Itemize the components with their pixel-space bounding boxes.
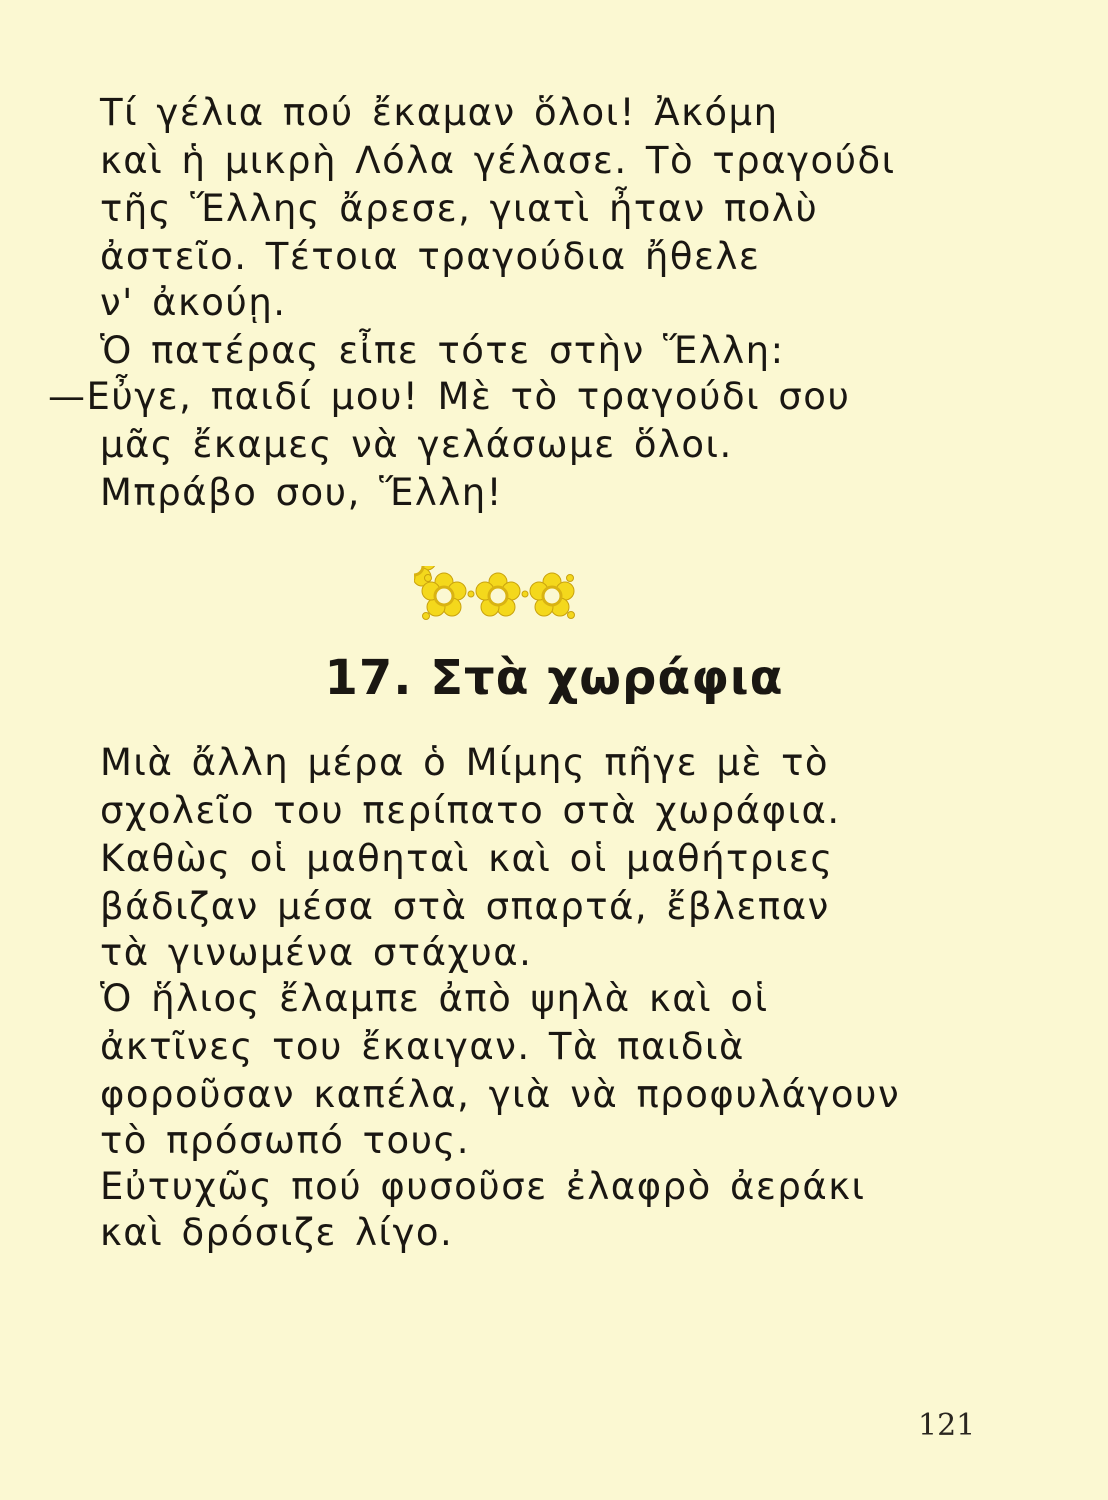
text-line: Μπράβο σου, Ἕλλη! (100, 471, 504, 514)
text-line: σχολεῖο του περίπατο στὰ χωράφια. (100, 789, 841, 832)
page-number: 121 (918, 1408, 976, 1443)
text-line: καὶ δρόσιζε λίγο. (100, 1211, 454, 1254)
text-line: τὰ γινωμένα στάχυα. (100, 931, 533, 974)
text-line: Εὐτυχῶς πού φυσοῦσε ἐλαφρὸ ἀεράκι (100, 1165, 866, 1208)
text-line: ἀκτῖνες του ἔκαιγαν. Τὰ παιδιὰ (100, 1025, 745, 1068)
text-line: Καθὼς οἱ μαθηταὶ καὶ οἱ μαθήτριες (100, 837, 834, 880)
text-line: βάδιζαν μέσα στὰ σπαρτά, ἔβλεπαν (100, 885, 830, 928)
text-line: τῆς Ἕλλης ἄρεσε, γιατὶ ἦταν πολὺ (100, 187, 819, 230)
text-line: τὸ πρόσωπό τους. (100, 1119, 470, 1162)
three-flowers-ornament-icon (414, 566, 582, 628)
text-line: ν' ἀκούῃ. (100, 281, 287, 324)
text-line: μᾶς ἔκαμες νὰ γελάσωμε ὅλοι. (100, 423, 733, 466)
text-line: καὶ ἡ μικρὴ Λόλα γέλασε. Τὸ τραγούδι (100, 139, 896, 182)
text-line: φοροῦσαν καπέλα, γιὰ νὰ προφυλάγουν (100, 1073, 901, 1116)
text-line: ἀστεῖο. Τέτοια τραγούδια ἤθελε (100, 235, 761, 278)
chapter-title: 17. Στὰ χωράφια (324, 650, 784, 706)
text-line: Ὁ ἥλιος ἔλαμπε ἀπὸ ψηλὰ καὶ οἱ (100, 977, 769, 1020)
text-line: Μιὰ ἄλλη μέρα ὁ Μίμης πῆγε μὲ τὸ (100, 741, 830, 784)
text-line: Ὁ πατέρας εἶπε τότε στὴν Ἕλλη: (100, 329, 785, 372)
text-line: Τί γέλια πού ἔκαμαν ὅλοι! Ἀκόμη (100, 91, 779, 134)
dialogue-line: —Εὖγε, παιδί μου! Μὲ τὸ τραγούδι σου (48, 375, 851, 418)
